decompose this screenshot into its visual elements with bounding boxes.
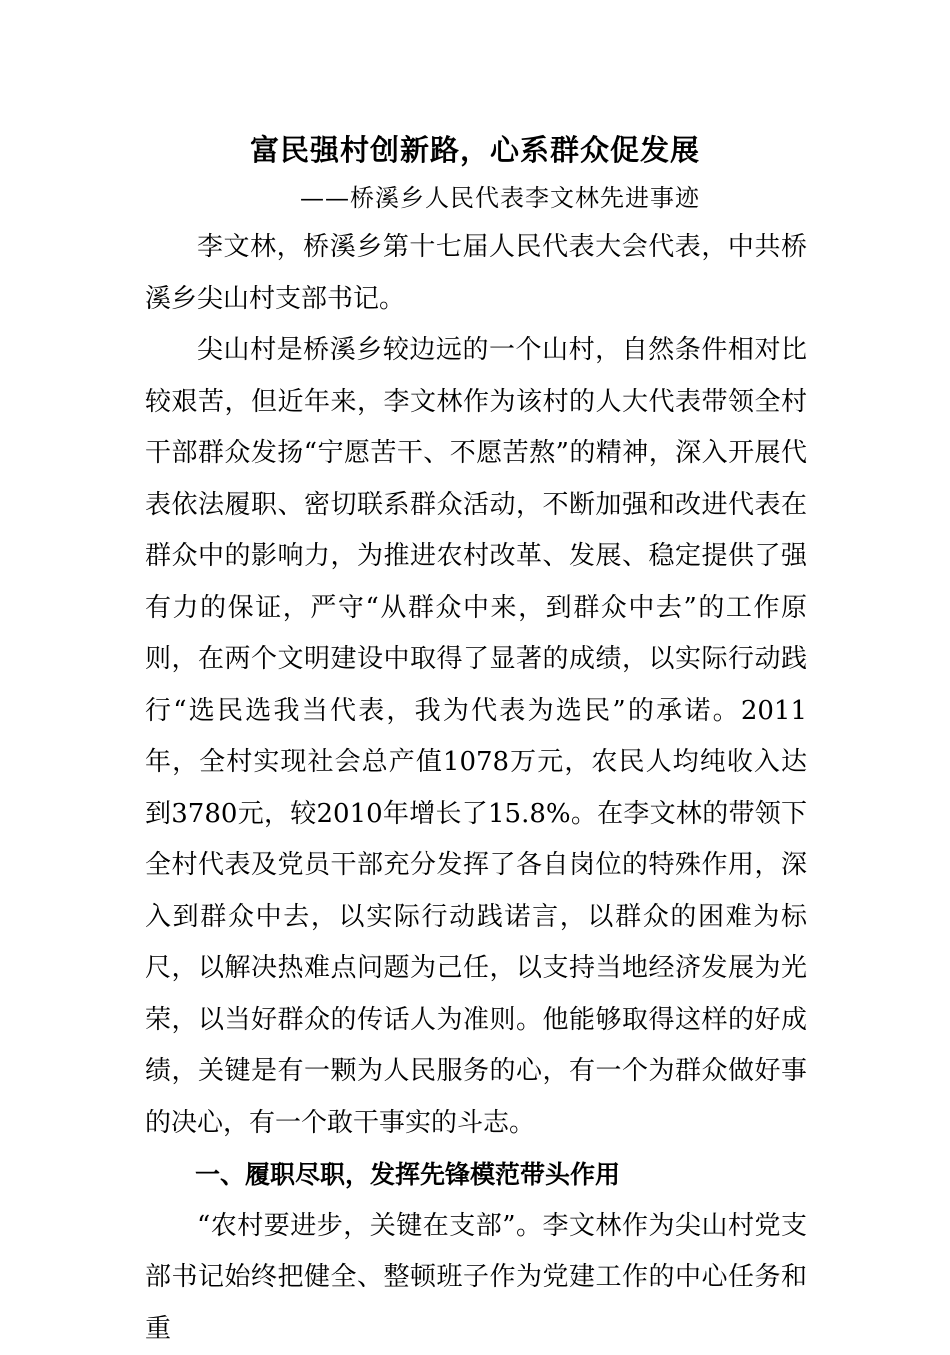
paragraph-section-1: “农村要进步，关键在支部”。李文林作为尖山村党支部书记始终把健全、整顿班子作为党建工作的中心任务和重 (145, 1201, 807, 1355)
paragraph-intro: 李文林，桥溪乡第十七届人民代表大会代表，中共桥溪乡尖山村支部书记。 (145, 222, 807, 325)
document-title: 富民强村创新路，心系群众促发展 (145, 128, 805, 172)
document-subtitle: ——桥溪乡人民代表李文林先进事迹 (300, 178, 700, 218)
document-body (145, 222, 807, 1355)
section-heading-1: 一、履职尽职，发挥先锋模范带头作用 (145, 1149, 807, 1201)
paragraph-main: 尖山村是桥溪乡较边远的一个山村，自然条件相对比较艰苦，但近年来，李文林作为该村的人大代表带领全村干部群众发扬“宁愿苦干、不愿苦熬”的精神，深入开展代表依法履职、密切联系群众活动，不断加强和改进代表在群众中的影响力，为推进农村改革、发展、稳定提供了强有力的保证，严守“从群众中来，到群众中去”的工作原则，在两个文明建设中取得了显著的成绩，以实际行动践行“选民选我当代表，我为代表为选民”的承诺。2011年，全村实现社会总产值1078万元，农民人均纯收入达到3780元，较2010年增长了15.8%。在李文林的带领下全村代表及党员干部充分发挥了各自岗位的特殊作用，深入到群众中去，以实际行动践诺言，以群众的困难为标尺，以解决热难点问题为己任，以支持当地经济发展为光荣，以当好群众的传话人为准则。他能够取得这样的好成绩，关键是有一颗为人民服务的心，有一个为群众做好事的决心，有一个敢干事实的斗志。 (145, 325, 807, 1149)
